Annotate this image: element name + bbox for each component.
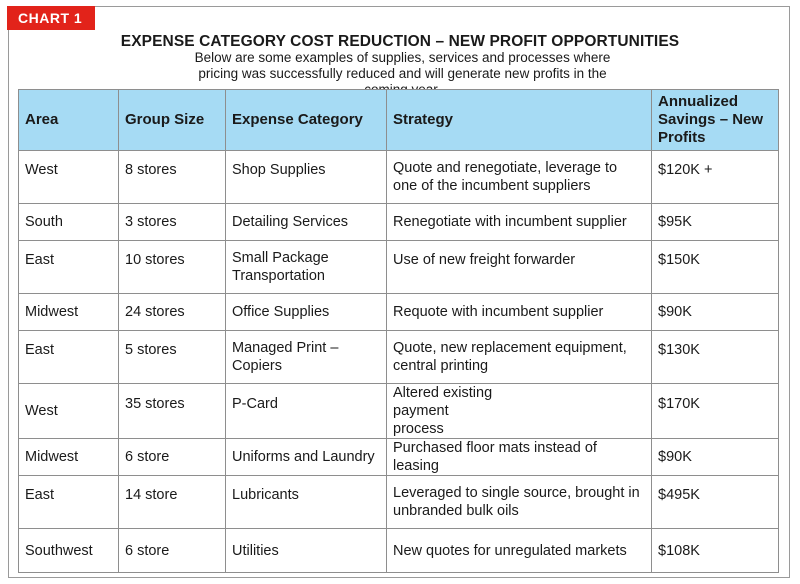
table-row: [19, 331, 779, 384]
cell-savings: $90K: [652, 294, 779, 331]
cell-savings: $120K +: [652, 151, 779, 204]
header-annualized-savings: Annualized Savings – New Profits: [652, 90, 779, 151]
cell-savings: $170K: [652, 384, 779, 439]
cell-expense-category: Small Package Transportation: [226, 241, 387, 294]
table-header-row: [19, 90, 779, 151]
cell-group-size: 6 store: [119, 439, 226, 476]
chart-title: EXPENSE CATEGORY COST REDUCTION – NEW PROFIT OPPORTUNITIES: [120, 33, 680, 50]
cell-area: Southwest: [19, 529, 119, 573]
header-strategy: Strategy: [387, 90, 652, 151]
cell-group-size: 14 store: [119, 476, 226, 529]
cell-expense-category: Office Supplies: [226, 294, 387, 331]
cell-group-size: 5 stores: [119, 331, 226, 384]
cell-group-size: 6 store: [119, 529, 226, 573]
cell-strategy: Quote and renegotiate, leverage to one of the incumbent suppliers: [387, 151, 652, 204]
cell-expense-category: P-Card: [226, 384, 387, 439]
cell-group-size: 10 stores: [119, 241, 226, 294]
cell-strategy: Requote with incumbent supplier: [387, 294, 652, 331]
expense-table: [18, 89, 779, 573]
cell-expense-category: Lubricants: [226, 476, 387, 529]
cell-area: East: [19, 476, 119, 529]
cell-group-size: 35 stores: [119, 384, 226, 439]
cell-expense-category: Shop Supplies: [226, 151, 387, 204]
cell-savings: $90K: [652, 439, 779, 476]
header-expense-category: Expense Category: [226, 90, 387, 151]
cell-expense-category: Utilities: [226, 529, 387, 573]
cell-group-size: 8 stores: [119, 151, 226, 204]
table-row: [19, 294, 779, 331]
header-group-size: Group Size: [119, 90, 226, 151]
table-row: [19, 204, 779, 241]
cell-savings: $495K: [652, 476, 779, 529]
table-row: [19, 384, 779, 439]
cell-area: Midwest: [19, 439, 119, 476]
chart-badge: CHART 1: [7, 6, 95, 30]
cell-expense-category: Uniforms and Laundry: [226, 439, 387, 476]
cell-strategy: Leveraged to single source, brought in unbranded bulk oils: [387, 476, 652, 529]
cell-savings: $95K: [652, 204, 779, 241]
cell-strategy: Use of new freight forwarder: [387, 241, 652, 294]
table-row: [19, 529, 779, 573]
cell-strategy: Renegotiate with incumbent supplier: [387, 204, 652, 241]
chart-subtitle: Below are some examples of supplies, services and processes where pricing was successfully reduced and will generate new profits in the: [194, 50, 611, 81]
cell-strategy: Purchased floor mats instead of leasing: [387, 439, 652, 476]
cell-area: Midwest: [19, 294, 119, 331]
cell-expense-category: Managed Print – Copiers: [226, 331, 387, 384]
cell-savings: $150K: [652, 241, 779, 294]
cell-strategy: Altered existing payment process: [387, 384, 652, 439]
table-row: [19, 241, 779, 294]
cell-strategy: Quote, new replacement equipment, central printing: [387, 331, 652, 384]
cell-area: South: [19, 204, 119, 241]
cell-area: West: [19, 151, 119, 204]
table-row: [19, 439, 779, 476]
cell-savings: $130K: [652, 331, 779, 384]
cell-expense-category: Detailing Services: [226, 204, 387, 241]
table-row: [19, 476, 779, 529]
cell-area: West: [19, 384, 119, 439]
cell-strategy: New quotes for unregulated markets: [387, 529, 652, 573]
cell-area: East: [19, 331, 119, 384]
cell-group-size: 24 stores: [119, 294, 226, 331]
cell-area: East: [19, 241, 119, 294]
header-area: Area: [19, 90, 119, 151]
table-row: [19, 151, 779, 204]
cell-savings: $108K: [652, 529, 779, 573]
cell-group-size: 3 stores: [119, 204, 226, 241]
